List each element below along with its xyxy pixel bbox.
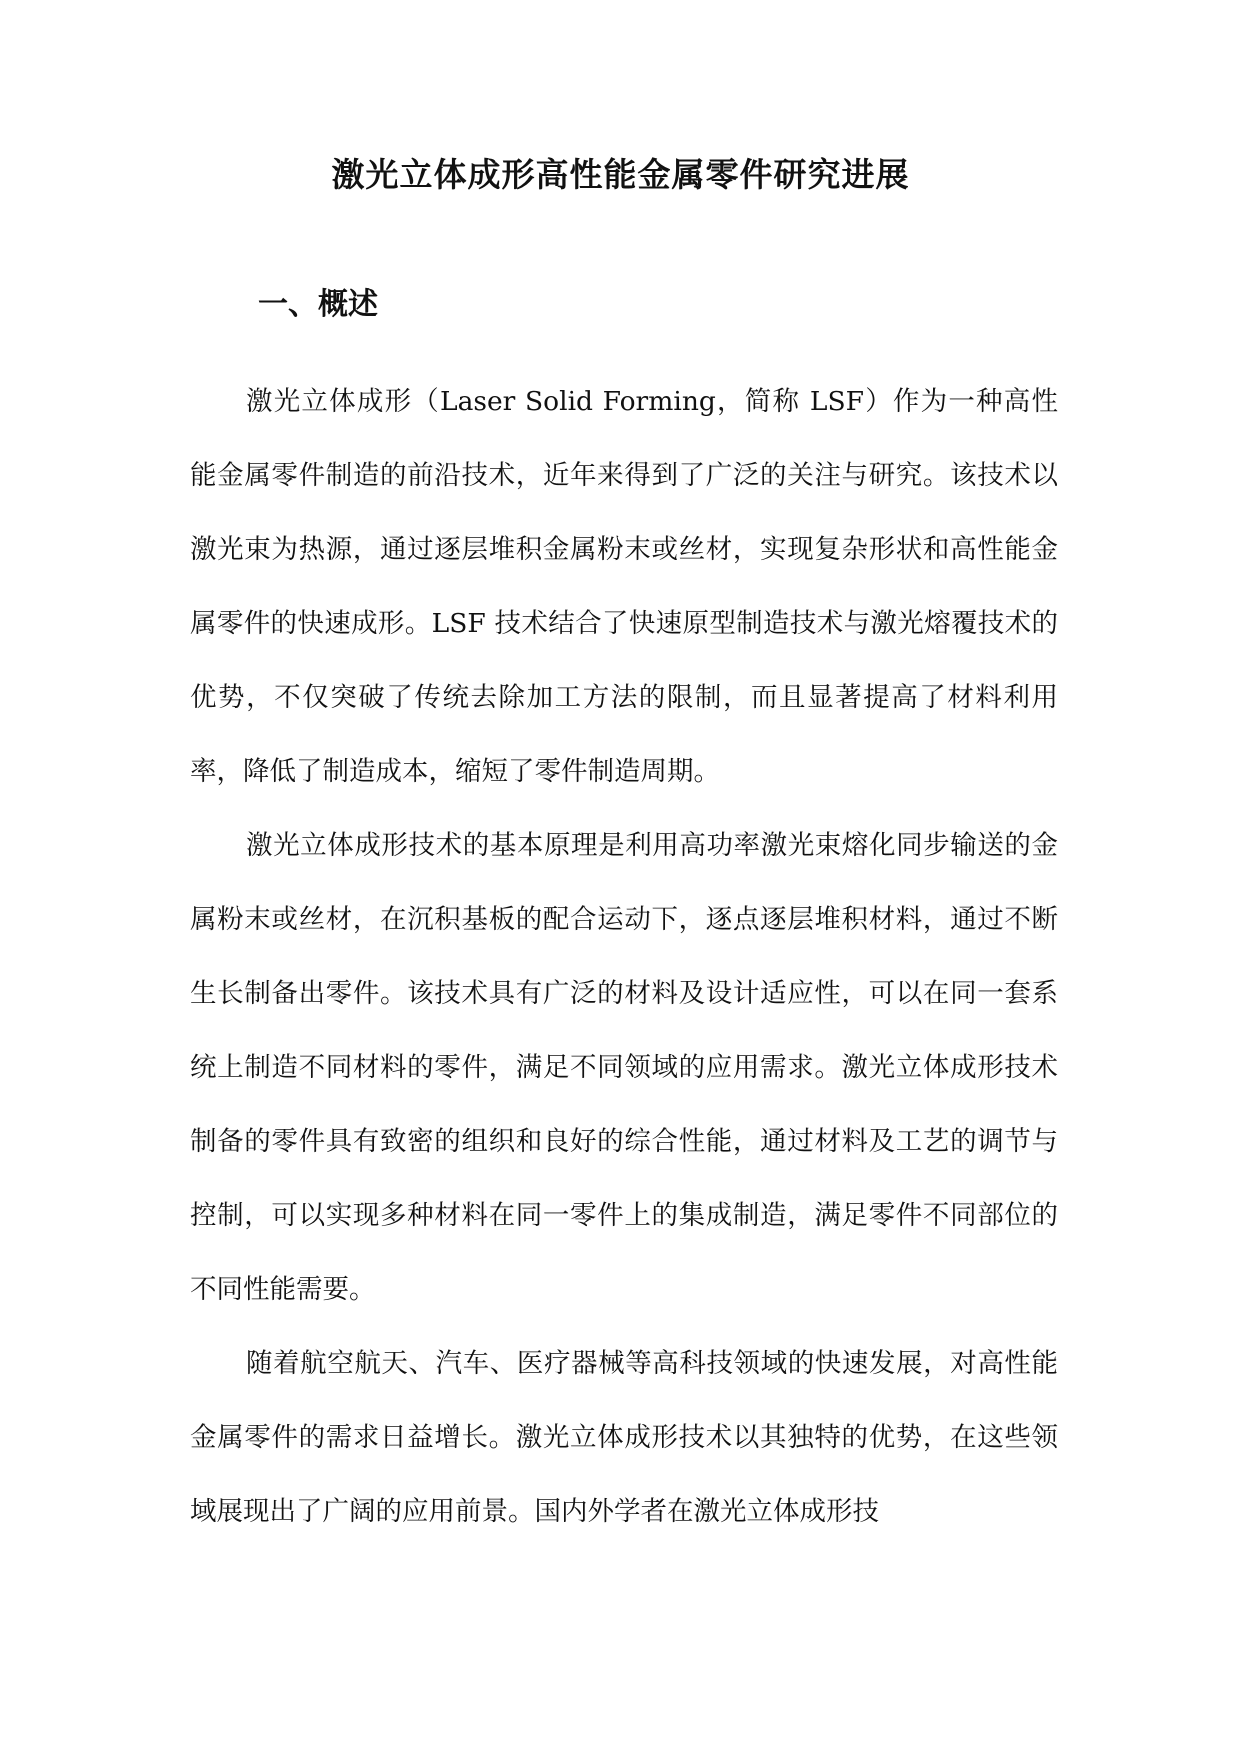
document-title: 激光立体成形高性能金属零件研究进展 [331, 155, 910, 194]
paragraph-1: 激光立体成形（Laser Solid Forming，简称 LSF）作为一种高性能金属零件制造的前沿技术，近年来得到了广泛的关注与研究。该技术以激光束为热源，通过逐层堆积金属粉末或丝材，实现复杂形状和高性能金属零件的快速成形。LSF 技术结合了快速原型制造技术与激光熔覆技术的优势，不仅突破了传统去除加工方法的限制，而且显著提高了材料利用率，降低了制造成本，缩短了零件制造周期。 [190, 386, 1058, 787]
paragraph-3: 随着航空航天、汽车、医疗器械等高科技领域的快速发展，对高性能金属零件的需求日益增长。激光立体成形技术以其独特的优势，在这些领域展现出了广阔的应用前景。国内外学者在激光立体成形技 [190, 1348, 1058, 1527]
paragraph-2: 激光立体成形技术的基本原理是利用高功率激光束熔化同步输送的金属粉末或丝材，在沉积基板的配合运动下，逐点逐层堆积材料，通过不断生长制备出零件。该技术具有广泛的材料及设计适应性，可以在同一套系统上制造不同材料的零件，满足不同领域的应用需求。激光立体成形技术制备的零件具有致密的组织和良好的综合性能，通过材料及工艺的调节与控制，可以实现多种材料在同一零件上的集成制造，满足零件不同部位的不同性能需要。 [190, 830, 1058, 1305]
body-text [190, 365, 1058, 1549]
section-heading-overview: 一、概述 [258, 287, 378, 322]
